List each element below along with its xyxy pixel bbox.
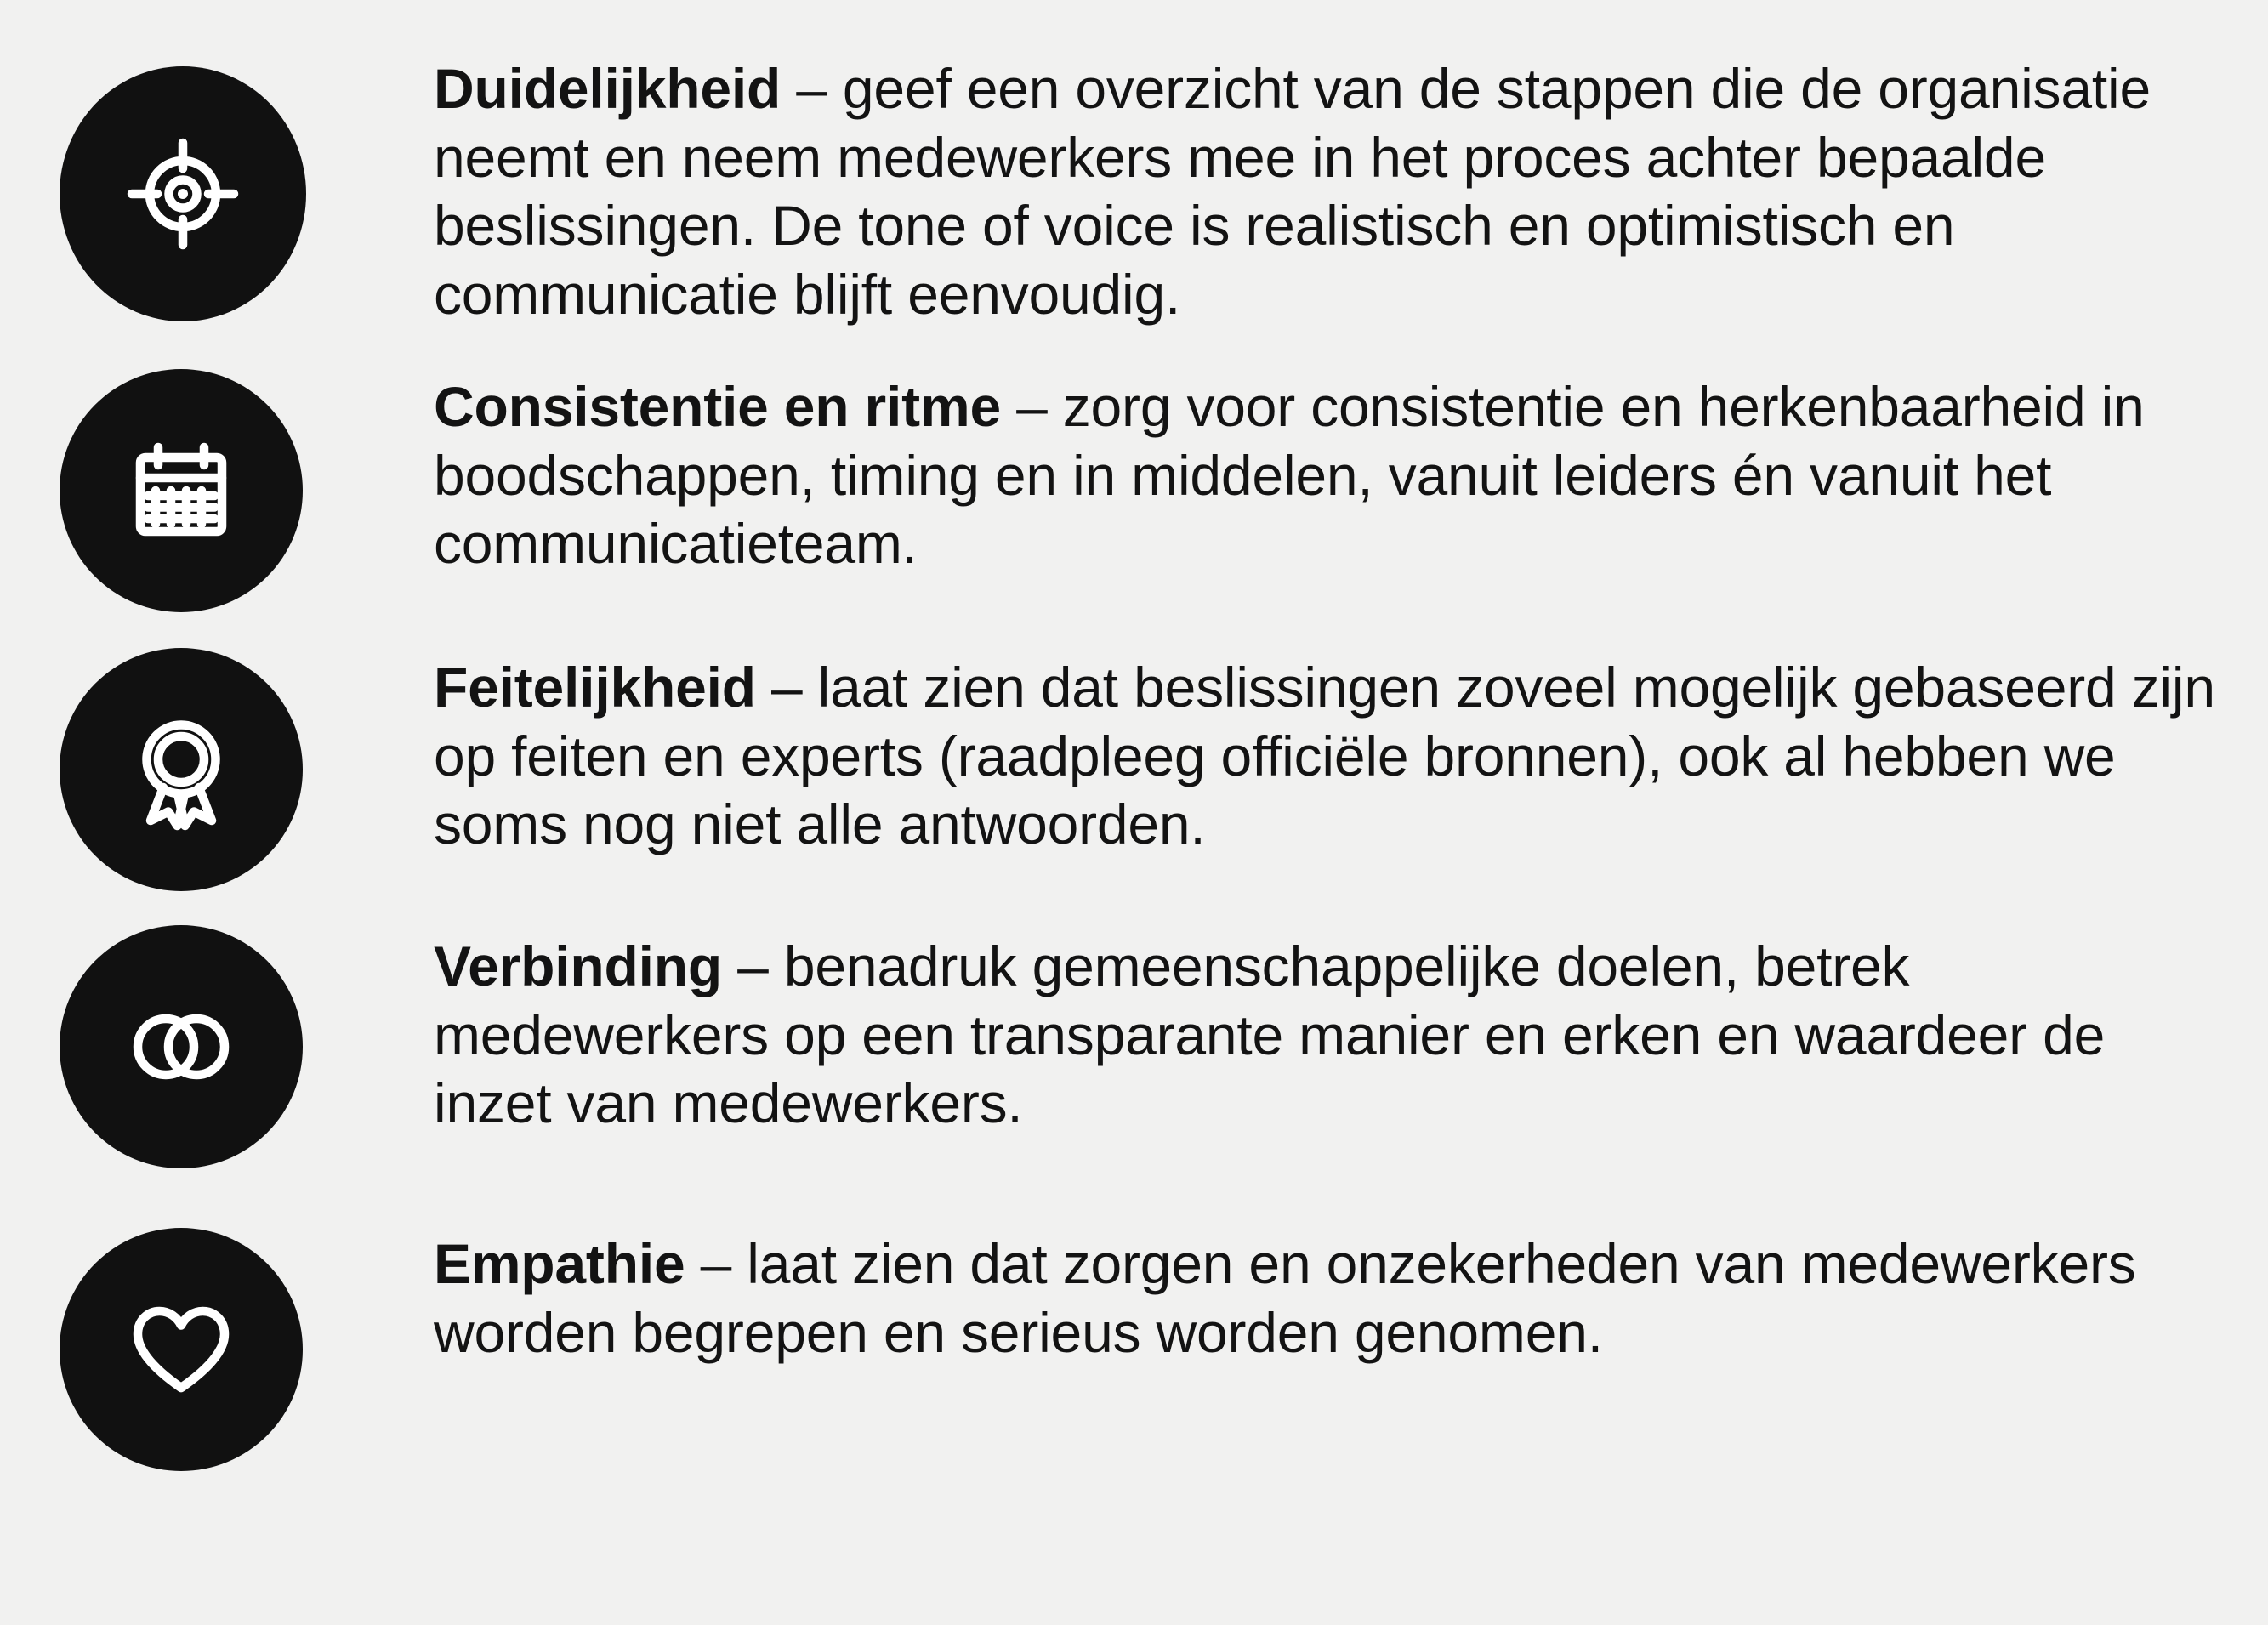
icon-container: [60, 362, 306, 612]
item-term: Verbinding: [434, 935, 723, 998]
item-dash: –: [722, 935, 784, 998]
item-text: [306, 922, 2217, 1138]
list-item: [60, 1219, 2217, 1471]
item-term: Consistentie en ritme: [434, 375, 1001, 439]
item-term: Empathie: [434, 1232, 685, 1296]
icon-container: [60, 1219, 306, 1471]
list-item: [60, 643, 2217, 891]
item-text: [306, 643, 2217, 859]
item-body: laat zien dat zorgen en onzekerheden van medewerkers worden begrepen en serieus worden genomen.: [434, 1232, 2136, 1364]
award-rosette-icon: [60, 648, 303, 891]
icon-container: [60, 922, 306, 1168]
target-icon: [60, 66, 306, 321]
heart-icon: [60, 1228, 303, 1471]
icon-container: [60, 643, 306, 891]
item-text: [306, 44, 2217, 328]
interlocking-circles-icon: [60, 925, 303, 1168]
item-dash: –: [685, 1232, 747, 1296]
list-item: [60, 922, 2217, 1168]
item-text: [306, 1219, 2217, 1366]
item-dash: –: [1000, 375, 1063, 439]
item-body: zorg voor consistentie en herkenbaarheid in boodschappen, timing en in middelen, vanuit leiders én vanuit het communicatieteam.: [434, 375, 2145, 576]
item-dash: –: [781, 57, 843, 120]
item-term: Feitelijkheid: [434, 656, 756, 719]
list-item: [60, 44, 2217, 328]
item-body: geef een overzicht van de stappen die de organisatie neemt en neem medewerkers mee in het proces achter bepaalde beslissingen. De tone of voice is realistisch en optimistisch en communicatie blijft eenvoudig.: [434, 57, 2151, 326]
icon-container: [60, 44, 306, 321]
item-term: Duidelijkheid: [434, 57, 782, 120]
item-body: laat zien dat beslissingen zoveel mogelijk gebaseerd zijn op feiten en experts (raadpleeg officiële bronnen), ook al hebben we soms nog niet alle antwoorden.: [434, 656, 2215, 856]
list-item: [60, 362, 2217, 612]
calendar-icon: [60, 369, 303, 612]
item-dash: –: [755, 656, 818, 719]
item-text: [306, 362, 2217, 578]
item-body: benadruk gemeenschappelijke doelen, betrek medewerkers op een transparante manier en erken en waardeer de inzet van medewerkers.: [434, 935, 2106, 1135]
